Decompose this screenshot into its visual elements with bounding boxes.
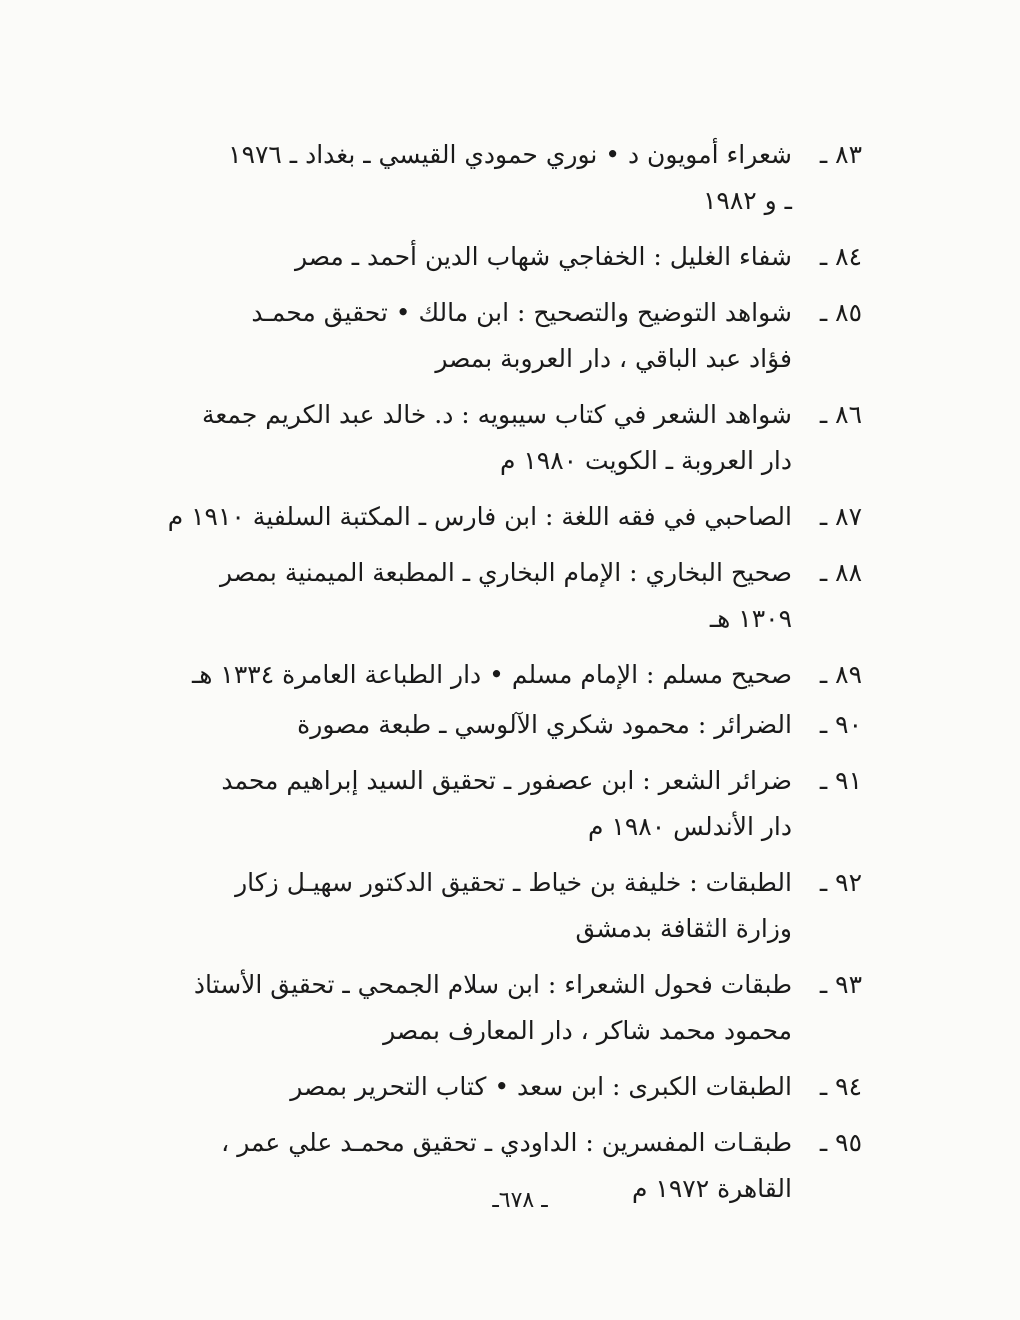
- list-item: [193, 962, 862, 1054]
- entry-number: ٨٥ ـ: [819, 298, 862, 327]
- page-number: ـ ٦٧٨ـ: [492, 1188, 548, 1213]
- entry-number: ٩١ ـ: [819, 766, 862, 795]
- list-item: [167, 494, 862, 540]
- entry-text: [200, 860, 792, 952]
- entry-number: ٩٣ ـ: [819, 970, 862, 999]
- entry-text: [200, 290, 792, 382]
- entry-text: [200, 758, 792, 850]
- entry-line: دار الأندلس ١٩٨٠ م: [588, 812, 792, 841]
- list-item: [200, 860, 862, 952]
- entry-number: ٨٧ ـ: [819, 502, 862, 531]
- list-item: [200, 392, 862, 484]
- entry-line: شعراء أمويون د • نوري حمودي القيسي ـ بغداد ـ ١٩٧٦: [228, 140, 792, 169]
- entry-line: طبقـات المفسرين : الداودي ـ تحقيق محمـد علي عمر ،: [221, 1128, 792, 1157]
- entry-line: شفاء الغليل : الخفاجي شهاب الدين أحمد ـ مصر: [294, 242, 792, 271]
- entry-line: فؤاد عبد الباقي ، دار العروبة بمصر: [435, 344, 792, 373]
- entry-line: طبقات فحول الشعراء : ابن سلام الجمحي ـ تحقيق الأستاذ: [193, 970, 792, 999]
- entry-line: شواهد الشعر في كتاب سيبويه : د. خالد عبد الكريم جمعة: [201, 400, 792, 429]
- entry-line: الضرائر : محمود شكري الآلوسي ـ طبعة مصورة: [297, 710, 792, 739]
- list-item: [191, 652, 862, 698]
- entry-text: [200, 550, 792, 642]
- entry-line: دار العروبة ـ الكويت ١٩٨٠ م: [499, 446, 792, 475]
- entry-text: [200, 392, 792, 484]
- entry-text: [200, 132, 792, 224]
- entry-number: ٩٥ ـ: [819, 1128, 862, 1157]
- entry-line: وزارة الثقافة بدمشق: [575, 914, 792, 943]
- entry-line: الصاحبي في فقه اللغة : ابن فارس ـ المكتبة السلفية ١٩١٠ م: [167, 502, 792, 531]
- list-item: [200, 702, 862, 748]
- list-item: [200, 758, 862, 850]
- entry-line: صحيح مسلم : الإمام مسلم • دار الطباعة العامرة ١٣٣٤ هـ: [191, 660, 792, 689]
- entry-line: ـ و ١٩٨٢: [702, 186, 792, 215]
- list-item: [200, 290, 862, 382]
- reference-list: [167, 132, 862, 1212]
- entry-text: [168, 494, 792, 540]
- entry-number: ٨٩ ـ: [819, 660, 862, 689]
- entry-text: [200, 1064, 792, 1110]
- entry-line: القاهرة ١٩٧٢ م: [631, 1174, 792, 1203]
- entry-number: ٨٣ ـ: [819, 140, 862, 169]
- list-item: [200, 234, 862, 280]
- list-item: [200, 1064, 862, 1110]
- entry-number: ٩٠ ـ: [819, 710, 862, 739]
- entry-number: ٨٤ ـ: [819, 242, 862, 271]
- entry-line: الطبقات الكبرى : ابن سعد • كتاب التحرير بمصر: [290, 1072, 792, 1101]
- entry-number: ٨٦ ـ: [819, 400, 862, 429]
- list-item: [200, 550, 862, 642]
- entry-line: ضرائر الشعر : ابن عصفور ـ تحقيق السيد إبراهيم محمد: [221, 766, 792, 795]
- entry-line: الطبقات : خليفة بن خياط ـ تحقيق الدكتور سهيـل زكار: [235, 868, 792, 897]
- entry-number: ٩٤ ـ: [819, 1072, 862, 1101]
- entry-line: محمود محمد شاكر ، دار المعارف بمصر: [383, 1016, 792, 1045]
- entry-text: [200, 702, 792, 748]
- entry-line: ١٣٠٩ هـ: [709, 604, 792, 633]
- list-item: [200, 132, 862, 224]
- entry-number: ٨٨ ـ: [819, 558, 862, 587]
- entry-text: [194, 962, 792, 1054]
- entry-line: صحيح البخاري : الإمام البخاري ـ المطبعة الميمنية بمصر: [220, 558, 792, 587]
- entry-text: [192, 652, 792, 698]
- entry-number: ٩٢ ـ: [819, 868, 862, 897]
- entry-line: شواهد التوضيح والتصحيح : ابن مالك • تحقيق محمـد: [251, 298, 792, 327]
- entry-text: [200, 234, 792, 280]
